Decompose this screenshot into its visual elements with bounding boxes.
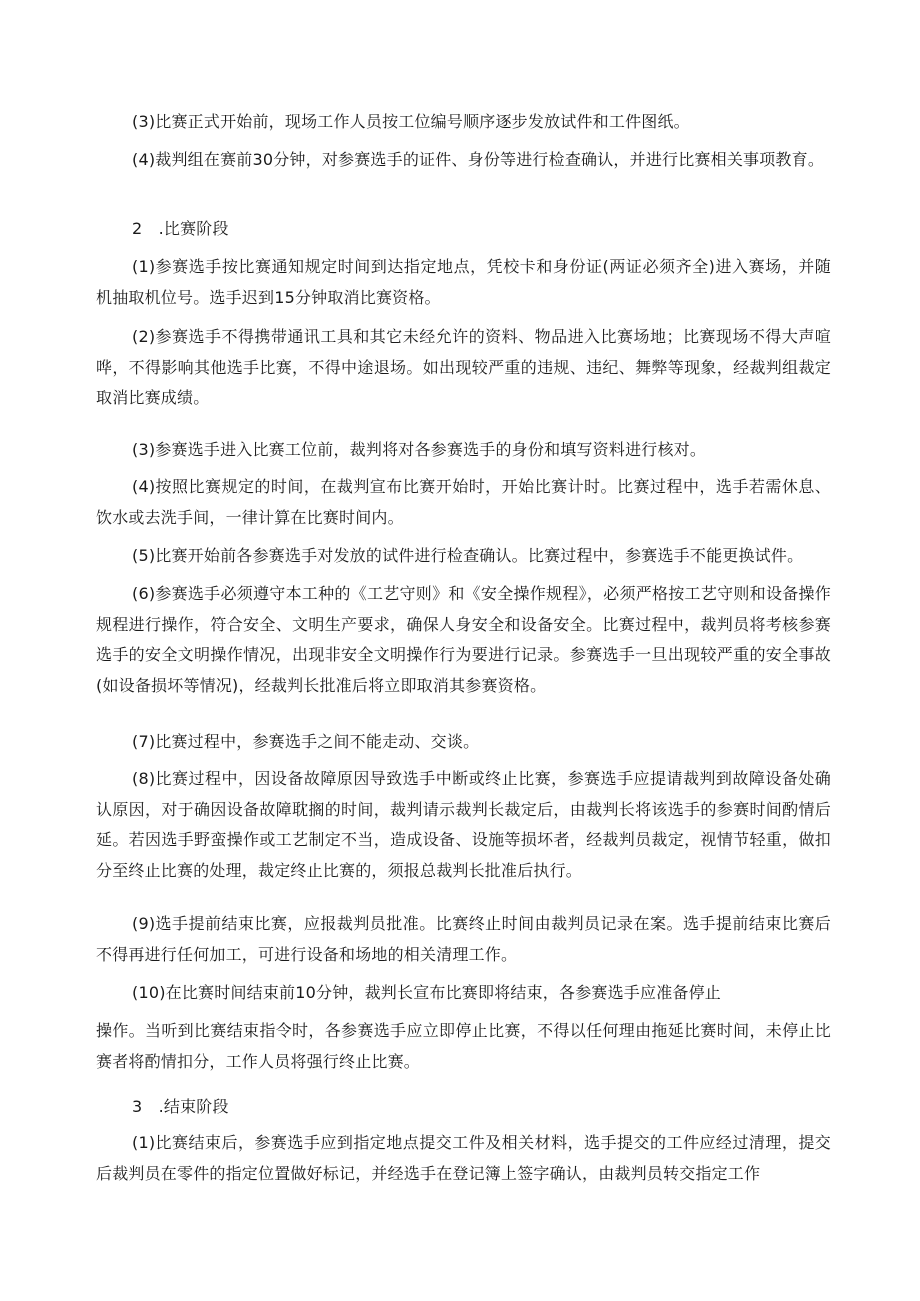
paragraph-end-1: (1)比赛结束后，参赛选手应到指定地点提交工件及相关材料，选手提交的工件应经过清理，提交后裁判员在零件的指定位置做好标记，并经选手在登记簿上签字确认，由裁判员转交指定工作 — [96, 1133, 831, 1183]
paragraph-stage-7: (7)比赛过程中，参赛选手之间不能走动、交谈。 — [132, 732, 480, 751]
paragraph-stage-8: (8)比赛过程中，因设备故障原因导致选手中断或终止比赛，参赛选手应提请裁判到故障设备处确认原因，对于确因设备故障耽搁的时间，裁判请示裁判长裁定后，由裁判长将该选手的参赛时间酌情后延。若因选手野蛮操作或工艺制定不当，造成设备、设施等损坏者，经裁判员裁定，视情节轻重，做扣分至终止比赛的处理，裁定终止比赛的，须报总裁判长批准后执行。 — [96, 769, 831, 880]
paragraph-stage-3: (3)参赛选手进入比赛工位前，裁判将对各参赛选手的身份和填写资料进行核对。 — [132, 440, 707, 459]
paragraph-stage-6: (6)参赛选手必须遵守本工种的《工艺守则》和《安全操作规程》，必须严格按工艺守则和设备操作规程进行操作，符合安全、文明生产要求，确保人身安全和设备安全。比赛过程中，裁判员将考核参赛选手的安全文明操作情况，出现非安全文明操作行为要进行记录。参赛选手一旦出现较严重的安全事故(如设备损坏等情况)，经裁判长批准后将立即取消其参赛资格。 — [96, 584, 831, 695]
section-heading-end-stage: 3 .结束阶段 — [132, 1097, 229, 1116]
paragraph-stage-9: (9)选手提前结束比赛，应报裁判员批准。比赛终止时间由裁判员记录在案。选手提前结束比赛后不得再进行任何加工，可进行设备和场地的相关清理工作。 — [96, 914, 831, 964]
paragraph-prep-3: (3)比赛正式开始前，现场工作人员按工位编号顺序逐步发放试件和工件图纸。 — [132, 112, 690, 131]
section-heading-competition-stage: 2 .比赛阶段 — [132, 219, 229, 238]
paragraph-stage-1: (1)参赛选手按比赛通知规定时间到达指定地点，凭校卡和身份证(两证必须齐全)进入赛场，并随机抽取机位号。选手迟到15分钟取消比赛资格。 — [96, 257, 831, 307]
paragraph-prep-4: (4)裁判组在赛前30分钟，对参赛选手的证件、身份等进行检查确认，并进行比赛相关事项教育。 — [132, 150, 825, 169]
paragraph-stage-10-line1: (10)在比赛时间结束前10分钟，裁判长宣布比赛即将结束，各参赛选手应准备停止 — [132, 983, 722, 1002]
paragraph-stage-2: (2)参赛选手不得携带通讯工具和其它未经允许的资料、物品进入比赛场地；比赛现场不得大声喧哗，不得影响其他选手比赛，不得中途退场。如出现较严重的违规、违纪、舞弊等现象，经裁判组裁定取消比赛成绩。 — [96, 327, 831, 407]
paragraph-stage-5: (5)比赛开始前各参赛选手对发放的试件进行检查确认。比赛过程中，参赛选手不能更换试件。 — [132, 546, 804, 565]
paragraph-stage-10-rest: 操作。当听到比赛结束指令时，各参赛选手应立即停止比赛，不得以任何理由拖延比赛时间，未停止比赛者将酌情扣分，工作人员将强行终止比赛。 — [96, 1021, 831, 1071]
paragraph-stage-4: (4)按照比赛规定的时间，在裁判宣布比赛开始时，开始比赛计时。比赛过程中，选手若需休息、饮水或去洗手间，一律计算在比赛时间内。 — [96, 477, 831, 527]
